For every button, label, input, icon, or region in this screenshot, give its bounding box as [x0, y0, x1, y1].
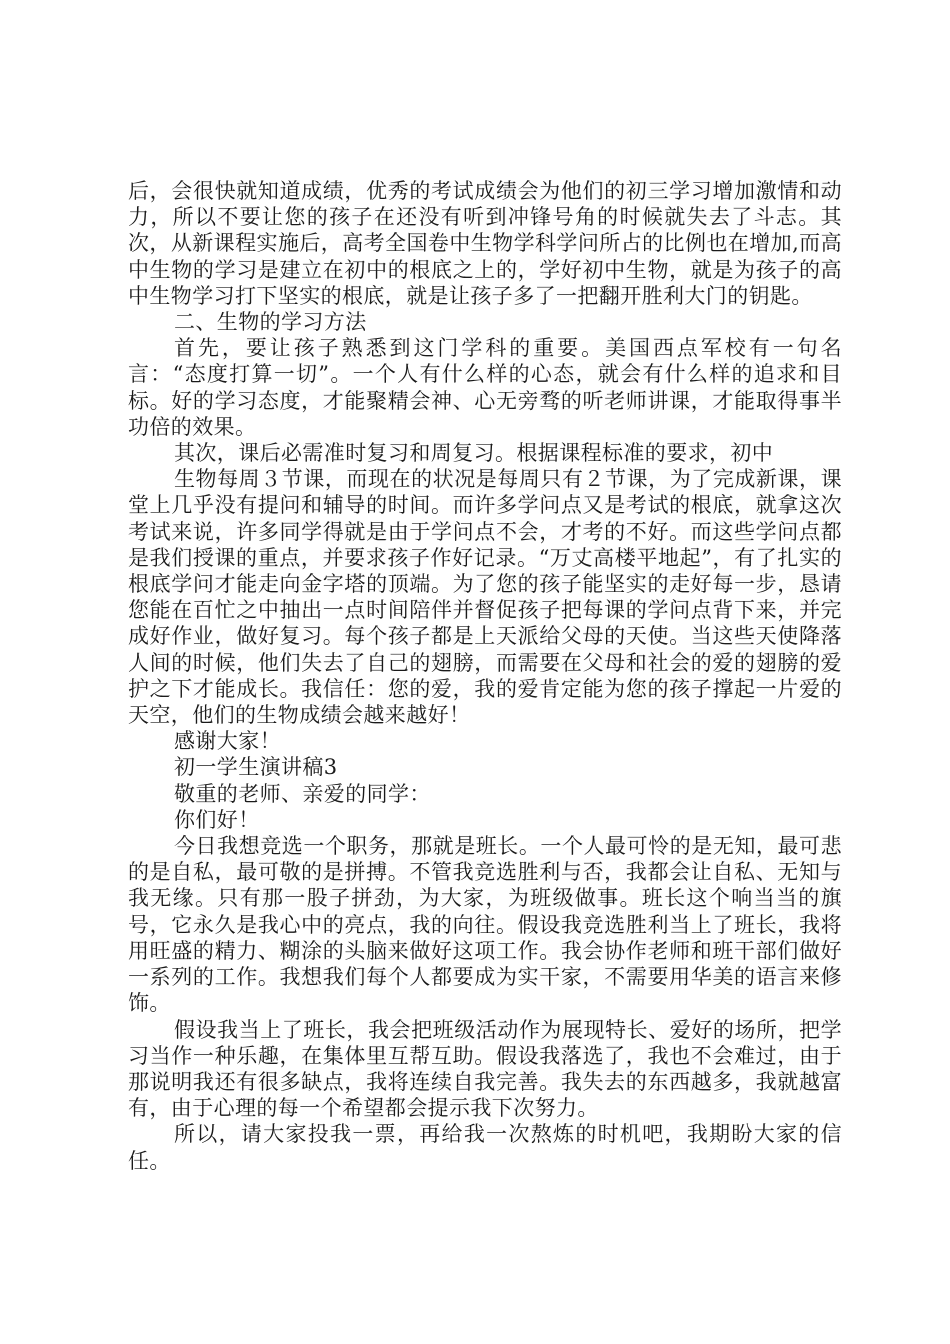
- paragraph-first: 首先，要让孩子熟悉到这门学科的重要。美国西点军校有一句名言：“态度打算一切”。一个人有什么样的心态，就会有什么样的追求和目标。好的学习态度，才能聚精会神、心无旁骛的听老师讲课，才能取得事半功倍的效果。: [128, 336, 842, 439]
- paragraph-thanks: 感谢大家！: [174, 729, 281, 754]
- section-heading-study-method: 二、生物的学习方法: [174, 310, 367, 335]
- paragraph-weekly-lessons: 生物每周３节课，而现在的状况是每周只有２节课，为了完成新课，课堂上几乎没有提问和辅导的时间。而许多学问点又是考试的根底，就拿这次考试来说，许多同学得就是由于学问点不会，才考的不好。而这些学问点都是我们授课的重点，并要求孩子作好记录。“万丈高楼平地起”，有了扎实的根底学问才能走向金字塔的顶端。为了您的孩子能坚实的走好每一步，恳请您能在百忙之中抽出一点时间陪伴并督促孩子把每课的学问点背下来，并完成好作业，做好复习。每个孩子都是上天派给父母的天使。当这些天使降落人间的时候，他们失去了自己的翅膀，而需要在父母和社会的爱的翅膀的爱护之下才能成长。我信任：您的爱，我的爱肯定能为您的孩子撑起一片爱的天空，他们的生物成绩会越来越好！: [128, 467, 842, 728]
- salutation: 敬重的老师、亲爱的同学：: [174, 781, 431, 806]
- paragraph-second: 其次，课后必需准时复习和周复习。根据课程标准的要求，初中: [174, 441, 774, 466]
- paragraph-campaign: 今日我想竞选一个职务，那就是班长。一个人最可怜的是无知，最可悲的是自私，最可敬的是拼搏。不管我竞选胜利与否，我都会让自私、无知与我无缘。只有那一股子拼劲，为大家，为班级做事。班长这个响当当的旗号，它永久是我心中的亮点，我的向往。假设我竞选胜利当上了班长，我将用旺盛的精力、糊涂的头脑来做好这项工作。我会协作老师和班干部们做好一系列的工作。我想我们每个人都要成为实干家，不需要用华美的语言来修饰。: [128, 834, 842, 1016]
- document-page: [128, 178, 842, 1174]
- speech-title: 初一学生演讲稿3: [174, 755, 338, 780]
- paragraph-closing: 所以，请大家投我一票，再给我一次熬炼的时机吧，我期盼大家的信任。: [128, 1122, 842, 1173]
- greeting: 你们好！: [174, 807, 260, 832]
- paragraph-if-elected: 假设我当上了班长，我会把班级活动作为展现特长、爱好的场所，把学习当作一种乐趣，在集体里互帮互助。假设我落选了，我也不会难过，由于那说明我还有很多缺点，我将连续自我完善。我失去的东西越多，我就越富有，由于心理的每一个希望都会提示我下次努力。: [128, 1017, 842, 1121]
- paragraph-continuation: 后，会很快就知道成绩，优秀的考试成绩会为他们的初三学习增加激情和动力，所以不要让您的孩子在还没有听到冲锋号角的时候就失去了斗志。其次，从新课程实施后，高考全国卷中生物学科学问所占的比例也在增加,而高中生物的学习是建立在初中的根底之上的，学好初中生物，就是为孩子的高中生物学习打下坚实的根底，就是让孩子多了一把翻开胜利大门的钥匙。: [128, 179, 842, 308]
